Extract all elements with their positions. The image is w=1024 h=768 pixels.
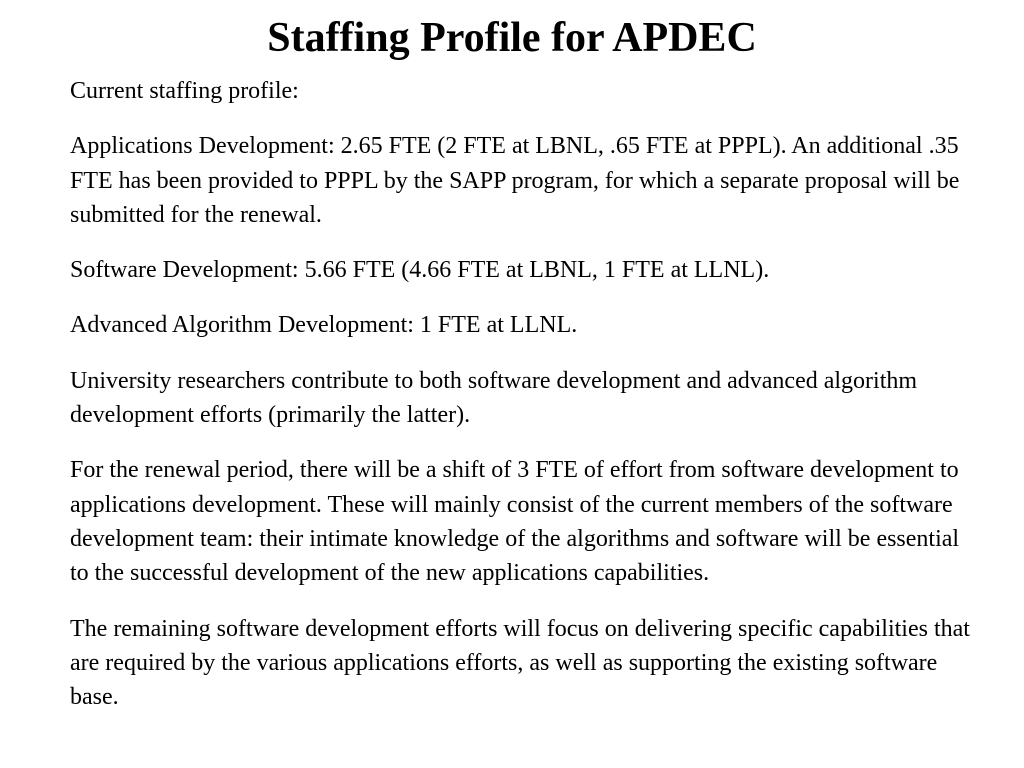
paragraph-software-development: Software Development: 5.66 FTE (4.66 FTE at LBNL, 1 FTE at LLNL). bbox=[70, 257, 770, 284]
paragraph-current-staffing-profile: Current staffing profile: bbox=[70, 78, 299, 104]
slide-title: Staffing Profile for APDEC bbox=[267, 15, 757, 61]
slide-body bbox=[70, 74, 975, 735]
paragraph-applications-development: Applications Development: 2.65 FTE (2 FTE at LBNL, .65 FTE at PPPL). An additional .35 FTE has been provided to PPPL by the SAPP program, for which a separate proposal will be submitted for the renewal. bbox=[70, 133, 960, 228]
paragraph-remaining-efforts: The remaining software development efforts will focus on delivering specific capabilities that are required by the various applications efforts, as well as supporting the existing software base. bbox=[70, 615, 970, 711]
paragraph-renewal-period-shift: For the renewal period, there will be a shift of 3 FTE of effort from software development to applications development. These will mainly consist of the current members of the software development team: their intimate knowledge of the algorithms and software will be essential to the successful development of the new applications capabilities. bbox=[70, 457, 960, 587]
paragraph-advanced-algorithm-development: Advanced Algorithm Development: 1 FTE at LLNL. bbox=[70, 312, 578, 339]
paragraph-university-researchers: University researchers contribute to both software development and advanced algorithm development efforts (primarily the latter). bbox=[70, 367, 918, 429]
